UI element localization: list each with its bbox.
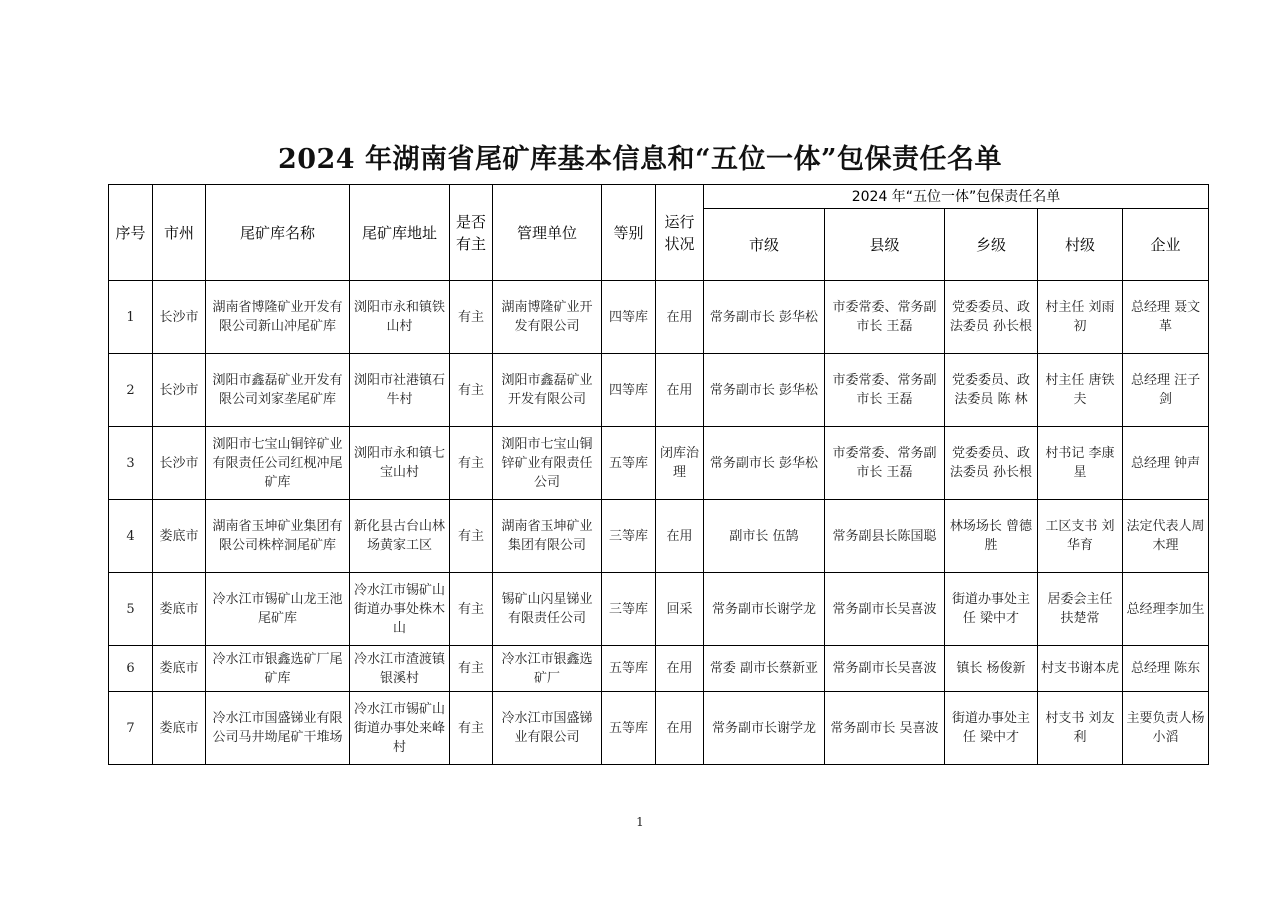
cell-city: 娄底市 xyxy=(153,573,206,646)
header-county-level: 县级 xyxy=(825,209,945,281)
cell-address: 冷水江市渣渡镇银溪村 xyxy=(350,646,450,692)
header-town-level: 乡级 xyxy=(945,209,1038,281)
cell-county-level: 常务副市长 吴喜波 xyxy=(825,692,945,765)
cell-address: 新化县古台山林场黄家工区 xyxy=(350,500,450,573)
cell-village-level: 村主任 刘雨初 xyxy=(1038,281,1123,354)
cell-city-level: 常务副市长 彭华松 xyxy=(704,281,825,354)
cell-village-level: 村书记 李康星 xyxy=(1038,427,1123,500)
cell-city-level: 副市长 伍鹄 xyxy=(704,500,825,573)
cell-unit: 冷水江市银鑫选矿厂 xyxy=(493,646,602,692)
cell-enterprise-level: 总经理 钟声 xyxy=(1123,427,1209,500)
cell-city-level: 常务副市长 彭华松 xyxy=(704,354,825,427)
header-status: 运行状况 xyxy=(656,185,704,281)
cell-enterprise-level: 主要负责人杨小滔 xyxy=(1123,692,1209,765)
header-seq: 序号 xyxy=(109,185,153,281)
cell-village-level: 村主任 唐铁夫 xyxy=(1038,354,1123,427)
cell-owner: 有主 xyxy=(450,354,493,427)
cell-address: 冷水江市锡矿山街道办事处来峰村 xyxy=(350,692,450,765)
header-enterprise-level: 企业 xyxy=(1123,209,1209,281)
cell-name: 浏阳市七宝山铜锌矿业有限责任公司红枧冲尾矿库 xyxy=(206,427,350,500)
header-name: 尾矿库名称 xyxy=(206,185,350,281)
cell-town-level: 党委委员、政法委员 孙长根 xyxy=(945,281,1038,354)
cell-county-level: 常务副市长吴喜波 xyxy=(825,646,945,692)
cell-grade: 三等库 xyxy=(602,573,656,646)
cell-status: 闭库治理 xyxy=(656,427,704,500)
cell-owner: 有主 xyxy=(450,281,493,354)
table-row xyxy=(109,692,1209,765)
cell-enterprise-level: 法定代表人周木理 xyxy=(1123,500,1209,573)
cell-county-level: 常务副县长陈国聪 xyxy=(825,500,945,573)
table-row xyxy=(109,646,1209,692)
cell-seq: 3 xyxy=(109,427,153,500)
cell-town-level: 党委委员、政法委员 陈 林 xyxy=(945,354,1038,427)
cell-name: 冷水江市银鑫选矿厂尾矿库 xyxy=(206,646,350,692)
cell-village-level: 居委会主任 扶楚常 xyxy=(1038,573,1123,646)
cell-seq: 5 xyxy=(109,573,153,646)
cell-city: 娄底市 xyxy=(153,500,206,573)
cell-unit: 锡矿山闪星锑业有限责任公司 xyxy=(493,573,602,646)
cell-city: 长沙市 xyxy=(153,354,206,427)
cell-city-level: 常务副市长谢学龙 xyxy=(704,692,825,765)
cell-unit: 冷水江市国盛锑业有限公司 xyxy=(493,692,602,765)
cell-name: 湖南省玉坤矿业集团有限公司株梓洞尾矿库 xyxy=(206,500,350,573)
cell-address: 浏阳市永和镇铁山村 xyxy=(350,281,450,354)
cell-county-level: 常务副市长吴喜波 xyxy=(825,573,945,646)
cell-city: 长沙市 xyxy=(153,427,206,500)
cell-address: 浏阳市永和镇七宝山村 xyxy=(350,427,450,500)
cell-owner: 有主 xyxy=(450,573,493,646)
cell-unit: 浏阳市鑫磊矿业开发有限公司 xyxy=(493,354,602,427)
cell-enterprise-level: 总经理 汪子剑 xyxy=(1123,354,1209,427)
cell-grade: 四等库 xyxy=(602,354,656,427)
cell-town-level: 街道办事处主任 梁中才 xyxy=(945,573,1038,646)
cell-unit: 湖南省玉坤矿业集团有限公司 xyxy=(493,500,602,573)
cell-village-level: 村支书谢本虎 xyxy=(1038,646,1123,692)
header-address: 尾矿库地址 xyxy=(350,185,450,281)
table-row xyxy=(109,354,1209,427)
cell-unit: 湖南博隆矿业开发有限公司 xyxy=(493,281,602,354)
cell-grade: 五等库 xyxy=(602,646,656,692)
table-row xyxy=(109,500,1209,573)
cell-address: 冷水江市锡矿山街道办事处株木山 xyxy=(350,573,450,646)
table-row xyxy=(109,281,1209,354)
cell-seq: 7 xyxy=(109,692,153,765)
header-village-level: 村级 xyxy=(1038,209,1123,281)
cell-town-level: 党委委员、政法委员 孙长根 xyxy=(945,427,1038,500)
page-number: 1 xyxy=(636,815,644,829)
cell-status: 在用 xyxy=(656,692,704,765)
cell-town-level: 镇长 杨俊新 xyxy=(945,646,1038,692)
cell-city-level: 常务副市长谢学龙 xyxy=(704,573,825,646)
cell-seq: 2 xyxy=(109,354,153,427)
table-row xyxy=(109,427,1209,500)
header-grade: 等别 xyxy=(602,185,656,281)
cell-seq: 6 xyxy=(109,646,153,692)
cell-grade: 三等库 xyxy=(602,500,656,573)
cell-county-level: 市委常委、常务副市长 王磊 xyxy=(825,354,945,427)
cell-enterprise-level: 总经理李加生 xyxy=(1123,573,1209,646)
cell-status: 在用 xyxy=(656,354,704,427)
cell-name: 冷水江市锡矿山龙王池尾矿库 xyxy=(206,573,350,646)
cell-grade: 五等库 xyxy=(602,692,656,765)
cell-status: 在用 xyxy=(656,646,704,692)
cell-county-level: 市委常委、常务副市长 王磊 xyxy=(825,427,945,500)
tailings-roster-table xyxy=(108,184,1209,765)
cell-name: 冷水江市国盛锑业有限公司马井坳尾矿干堆场 xyxy=(206,692,350,765)
cell-city: 娄底市 xyxy=(153,646,206,692)
page-title: 2024 年湖南省尾矿库基本信息和“五位一体”包保责任名单 xyxy=(277,144,1003,175)
cell-city: 娄底市 xyxy=(153,692,206,765)
header-city-level: 市级 xyxy=(704,209,825,281)
cell-village-level: 工区支书 刘华育 xyxy=(1038,500,1123,573)
cell-town-level: 林场场长 曾德胜 xyxy=(945,500,1038,573)
table-row xyxy=(109,573,1209,646)
cell-enterprise-level: 总经理 聂文革 xyxy=(1123,281,1209,354)
cell-city-level: 常委 副市长蔡新亚 xyxy=(704,646,825,692)
cell-city: 长沙市 xyxy=(153,281,206,354)
cell-status: 回采 xyxy=(656,573,704,646)
cell-unit: 浏阳市七宝山铜锌矿业有限责任公司 xyxy=(493,427,602,500)
cell-seq: 4 xyxy=(109,500,153,573)
cell-town-level: 街道办事处主任 梁中才 xyxy=(945,692,1038,765)
cell-owner: 有主 xyxy=(450,427,493,500)
header-responsibility-group: 2024 年“五位一体”包保责任名单 xyxy=(704,185,1209,209)
cell-name: 湖南省博隆矿业开发有限公司新山冲尾矿库 xyxy=(206,281,350,354)
cell-status: 在用 xyxy=(656,281,704,354)
header-unit: 管理单位 xyxy=(493,185,602,281)
cell-owner: 有主 xyxy=(450,646,493,692)
header-owner: 是否有主 xyxy=(450,185,493,281)
cell-grade: 四等库 xyxy=(602,281,656,354)
cell-village-level: 村支书 刘友利 xyxy=(1038,692,1123,765)
cell-status: 在用 xyxy=(656,500,704,573)
cell-seq: 1 xyxy=(109,281,153,354)
cell-grade: 五等库 xyxy=(602,427,656,500)
header-city: 市州 xyxy=(153,185,206,281)
cell-address: 浏阳市社港镇石牛村 xyxy=(350,354,450,427)
cell-county-level: 市委常委、常务副市长 王磊 xyxy=(825,281,945,354)
cell-owner: 有主 xyxy=(450,500,493,573)
cell-name: 浏阳市鑫磊矿业开发有限公司刘家垄尾矿库 xyxy=(206,354,350,427)
cell-owner: 有主 xyxy=(450,692,493,765)
cell-enterprise-level: 总经理 陈东 xyxy=(1123,646,1209,692)
header-row-top xyxy=(109,185,1209,209)
cell-city-level: 常务副市长 彭华松 xyxy=(704,427,825,500)
